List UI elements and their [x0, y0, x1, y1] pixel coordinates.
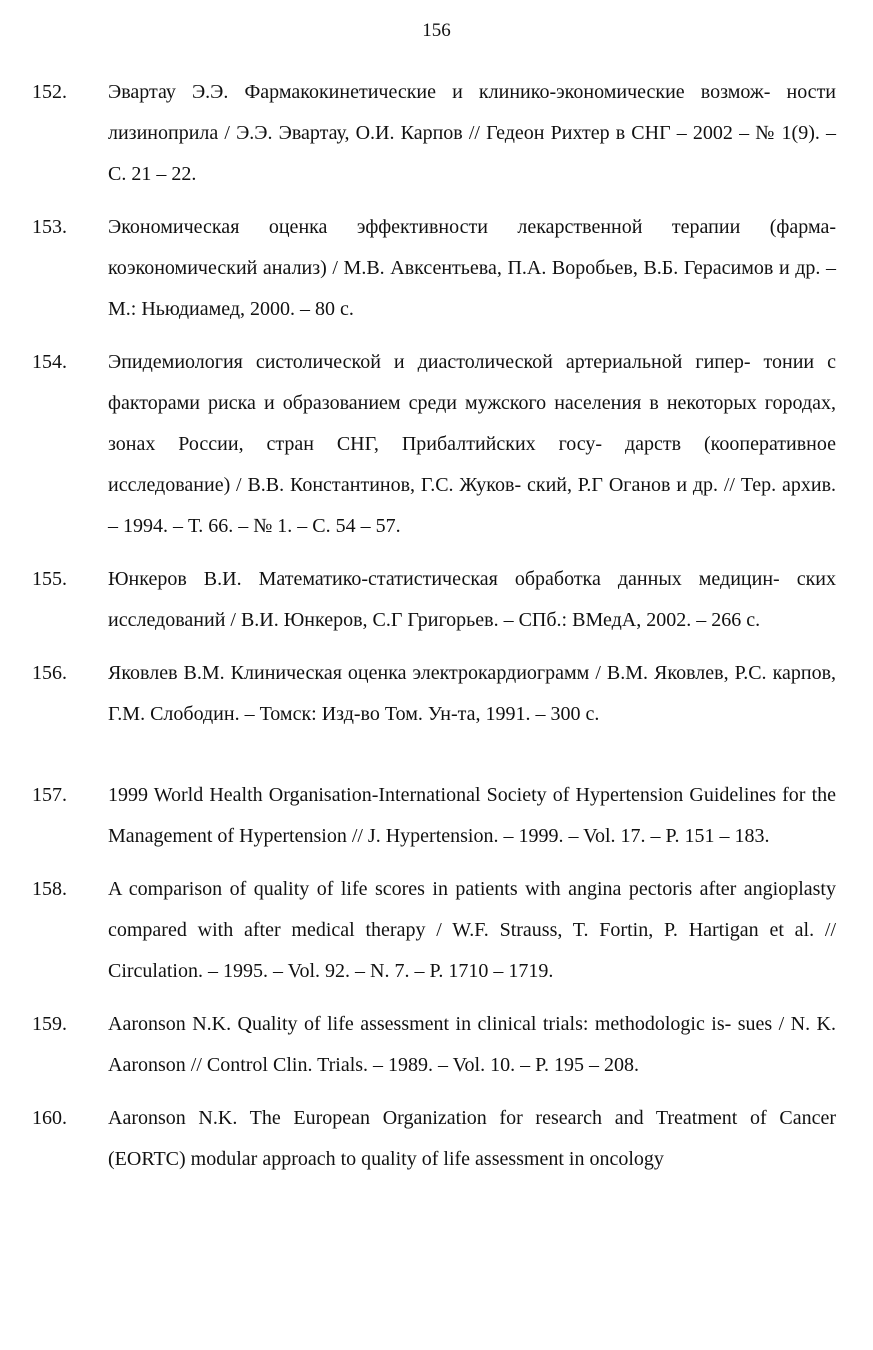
reference-line: дарств (кооперативное исследование) / В.В. Константинов, Г.С. Жуков-	[108, 433, 837, 496]
reference-line: Guidelines for the Management of Hypertension // J. Hypertension. – 1999. –	[108, 784, 837, 847]
reference-text	[108, 72, 836, 195]
reference-line: A comparison of quality of life scores in patients with angina pectoris after	[108, 878, 737, 900]
reference-text	[108, 653, 836, 735]
reference-number: 152.	[32, 81, 67, 103]
reference-line: 1999 World Health Organisation-International Society of Hypertension	[108, 784, 684, 806]
reference-item	[0, 653, 873, 735]
reference-item	[0, 72, 873, 195]
reference-item	[0, 775, 873, 857]
reference-text	[108, 1098, 836, 1180]
reference-number: 158.	[32, 878, 67, 900]
reference-line: 2002. – 266 с.	[646, 609, 761, 631]
reference-line: Эвартау Э.Э. Фармакокинетические и клинико-экономические возмож-	[108, 81, 771, 103]
reference-number: 153.	[32, 216, 67, 238]
reference-line: – 2002 – № 1(9). – С. 21 – 22.	[108, 122, 837, 185]
reference-line: Юнкеров В.И. Математико-статистическая обработка данных медицин-	[108, 568, 780, 590]
reference-line: Р.С. карпов, Г.М. Слободин. – Томск: Изд-во Том. Ун-та, 1991. – 300 с.	[108, 662, 837, 725]
reference-item	[0, 1004, 873, 1086]
reference-number: 159.	[32, 1013, 67, 1035]
reference-number: 160.	[32, 1107, 67, 1129]
reference-text	[108, 342, 836, 547]
reference-line: angioplasty compared with after medical therapy / W.F. Strauss, T. Fortin, P.	[108, 878, 836, 941]
reference-line: ности лизиноприла / Э.Э. Эвартау, О.И. Карпов // Гедеон Рихтер в СНГ	[108, 81, 837, 144]
reference-line: Aaronson N.K. Quality of life assessment in clinical trials: methodologic is-	[108, 1013, 732, 1035]
reference-line: Cancer (EORTC) modular approach to quality of life assessment in oncology	[108, 1107, 836, 1170]
reference-item	[0, 1098, 873, 1180]
reference-line: 208.	[604, 1054, 639, 1076]
reference-line: некоторых городах, зонах России, стран СНГ, Прибалтийских госу-	[108, 392, 836, 455]
reference-line: Vol. 17. – P. 151 – 183.	[583, 825, 770, 847]
reference-text	[108, 1004, 836, 1086]
reference-line: sues / N. K. Aaronson // Control Clin. Trials. – 1989. – Vol. 10. – P. 195 –	[108, 1013, 836, 1076]
reference-line: Aaronson N.K. The European Organization for research and Treatment of	[108, 1107, 767, 1129]
reference-item	[0, 342, 873, 547]
reference-item	[0, 869, 873, 992]
reference-line: тонии с факторами риска и образованием среди мужского населения в	[108, 351, 837, 414]
reference-text	[108, 775, 836, 857]
reference-number: 157.	[32, 784, 67, 806]
reference-text	[108, 559, 836, 641]
reference-line: Эпидемиология систолической и диастолической артериальной гипер-	[108, 351, 751, 373]
reference-line: Hartigan et al. // Circulation. – 1995. – Vol. 92. – N. 7. – P. 1710 – 1719.	[108, 919, 836, 982]
reference-list	[0, 72, 873, 1192]
reference-item	[0, 559, 873, 641]
reference-item	[0, 207, 873, 330]
reference-number: 156.	[32, 662, 67, 684]
reference-line: ских исследований / В.И. Юнкеров, С.Г Григорьев. – СПб.: ВМедА,	[108, 568, 836, 631]
reference-line: коэкономический анализ) / М.В. Авксентьева, П.А. Воробьев, В.Б.	[108, 257, 679, 279]
reference-text	[108, 869, 836, 992]
reference-line: Экономическая оценка эффективности лекарственной терапии (фарма-	[108, 216, 836, 238]
page-number: 156	[422, 20, 451, 41]
reference-number: 155.	[32, 568, 67, 590]
reference-number: 154.	[32, 351, 67, 373]
reference-line: Герасимов и др. – М.: Ньюдиамед, 2000. – 80 с.	[108, 257, 837, 320]
reference-line: ский, Р.Г Оганов и др. // Тер. архив. – 1994. – Т. 66. – № 1. – С. 54 – 57.	[108, 474, 837, 537]
reference-text	[108, 207, 836, 330]
reference-line: Яковлев В.М. Клиническая оценка электрокардиограмм / В.М. Яковлев,	[108, 662, 729, 684]
